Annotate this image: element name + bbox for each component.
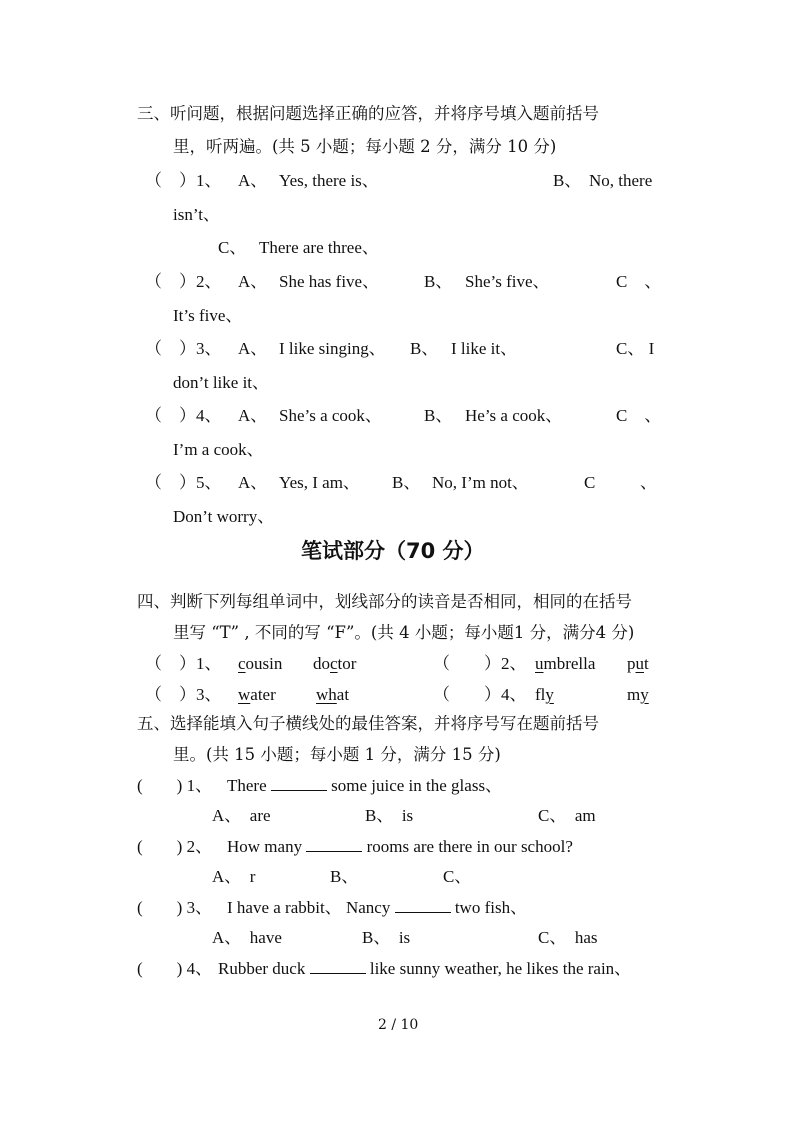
q3-option-c-label: C、 I: [616, 339, 655, 358]
q3-option-a-label: A、: [238, 339, 268, 358]
s5-q3-option-a: A、 have: [212, 928, 282, 947]
s4-item2-word1: umbrella: [535, 654, 596, 673]
s5-q2-option-c: C、: [443, 867, 472, 886]
s5-q2-sentence: How many rooms are there in our school?: [227, 837, 573, 856]
s5-q4-paren: ( ) 4、: [137, 959, 213, 978]
s5-q1-paren: ( ) 1、: [137, 776, 213, 795]
answer-blank[interactable]: [310, 959, 366, 974]
q4-option-c: I’m a cook、: [173, 440, 264, 459]
q1-option-c: There are three、: [259, 238, 379, 257]
q3-option-b-label: B、: [410, 339, 439, 358]
q2-option-a-label: A、: [238, 272, 268, 291]
answer-blank[interactable]: [395, 898, 451, 913]
s4-item1-paren: （ ）1、: [145, 654, 222, 673]
q2-option-c-label: C 、: [616, 272, 662, 291]
written-section-title: 笔试部分（70 分）: [301, 539, 485, 563]
q1-option-b-label: B、: [553, 171, 582, 190]
q3-option-a: I like singing、: [279, 339, 386, 358]
q1-option-b-cont: isn’t、: [173, 205, 220, 224]
s5-q1-option-b: B、 is: [365, 806, 414, 825]
q5-paren: （ ）5、: [145, 473, 222, 492]
s4-item4-paren: （ ）4、: [433, 685, 527, 704]
q5-option-a-label: A、: [238, 473, 268, 492]
q5-option-b: No, I’m not、: [432, 473, 529, 492]
s5-q3-option-c: C、 has: [538, 928, 598, 947]
q1-option-b: No, there: [589, 171, 653, 190]
section3-header-line1: 三、听问题，根据问题选择正确的应答，并将序号填入题前括号: [137, 104, 599, 123]
s4-item2-word2: put: [627, 654, 649, 673]
s5-q4-sentence: Rubber duck like sunny weather, he likes the rain、: [218, 959, 632, 978]
s5-q3-sentence: I have a rabbit、 Nancy two fish、: [227, 898, 528, 917]
q5-option-c: Don’t worry、: [173, 507, 275, 526]
s5-q2-option-b: B、: [330, 867, 359, 886]
q4-option-a: She’s a cook、: [279, 406, 382, 425]
q5-option-c-sep: 、: [640, 473, 657, 492]
section3-header-line2: 里，听两遍。(共 5 小题；每小题 2 分，满分 10 分): [173, 137, 557, 156]
q4-option-b-label: B、: [424, 406, 453, 425]
s5-q2-paren: ( ) 2、: [137, 837, 213, 856]
q4-paren: （ ）4、: [145, 406, 222, 425]
q4-option-b: He’s a cook、: [465, 406, 563, 425]
q2-option-b-label: B、: [424, 272, 453, 291]
page-number: 2 / 10: [378, 1017, 419, 1033]
section5-header-line2: 里。(共 15 小题；每小题 1 分，满分 15 分): [173, 745, 501, 764]
s4-item4-word2: my: [627, 685, 649, 704]
q1-option-a-label: A、: [238, 171, 268, 190]
section5-header-line1: 五、选择能填入句子横线处的最佳答案，并将序号写在题前括号: [137, 714, 599, 733]
q2-option-c: It’s five、: [173, 306, 243, 325]
q2-option-b: She’s five、: [465, 272, 550, 291]
s5-q3-option-b: B、 is: [362, 928, 411, 947]
q1-option-c-label: C、: [218, 238, 247, 257]
s4-item3-paren: （ ）3、: [145, 685, 222, 704]
q2-paren: （ ）2、: [145, 272, 222, 291]
s4-item2-paren: （ ）2、: [433, 654, 527, 673]
s5-q1-sentence: There some juice in the glass、: [227, 776, 503, 795]
s5-q1-option-c: C、 am: [538, 806, 596, 825]
s4-item1-word1: cousin: [238, 654, 283, 673]
s4-item1-word2: doctor: [313, 654, 357, 673]
s5-q2-option-a: A、 r: [212, 867, 256, 886]
s4-item3-word1: water: [238, 685, 276, 704]
q5-option-c-label: C: [584, 473, 596, 492]
q1-paren: （ ）1、: [145, 171, 222, 190]
answer-blank[interactable]: [306, 837, 362, 852]
q5-option-a: Yes, I am、: [279, 473, 360, 492]
q4-option-a-label: A、: [238, 406, 268, 425]
s4-item3-word2: what: [316, 685, 350, 704]
q3-option-b: I like it、: [451, 339, 518, 358]
s4-item4-word1: fly: [535, 685, 554, 704]
s5-q3-paren: ( ) 3、: [137, 898, 213, 917]
s5-q1-option-a: A、 are: [212, 806, 271, 825]
answer-blank[interactable]: [271, 776, 327, 791]
q2-option-a: She has five、: [279, 272, 380, 291]
q5-option-b-label: B、: [392, 473, 421, 492]
section4-header-line1: 四、判断下列每组单词中，划线部分的读音是否相同，相同的在括号: [137, 592, 632, 611]
q3-option-c: don’t like it、: [173, 373, 270, 392]
q4-option-c-label: C 、: [616, 406, 662, 425]
section4-header-line2: 里写 “T” , 不同的写 “F”。(共 4 小题；每小题1 分，满分4 分): [173, 623, 635, 642]
q3-paren: （ ）3、: [145, 339, 222, 358]
q1-option-a: Yes, there is、: [279, 171, 379, 190]
